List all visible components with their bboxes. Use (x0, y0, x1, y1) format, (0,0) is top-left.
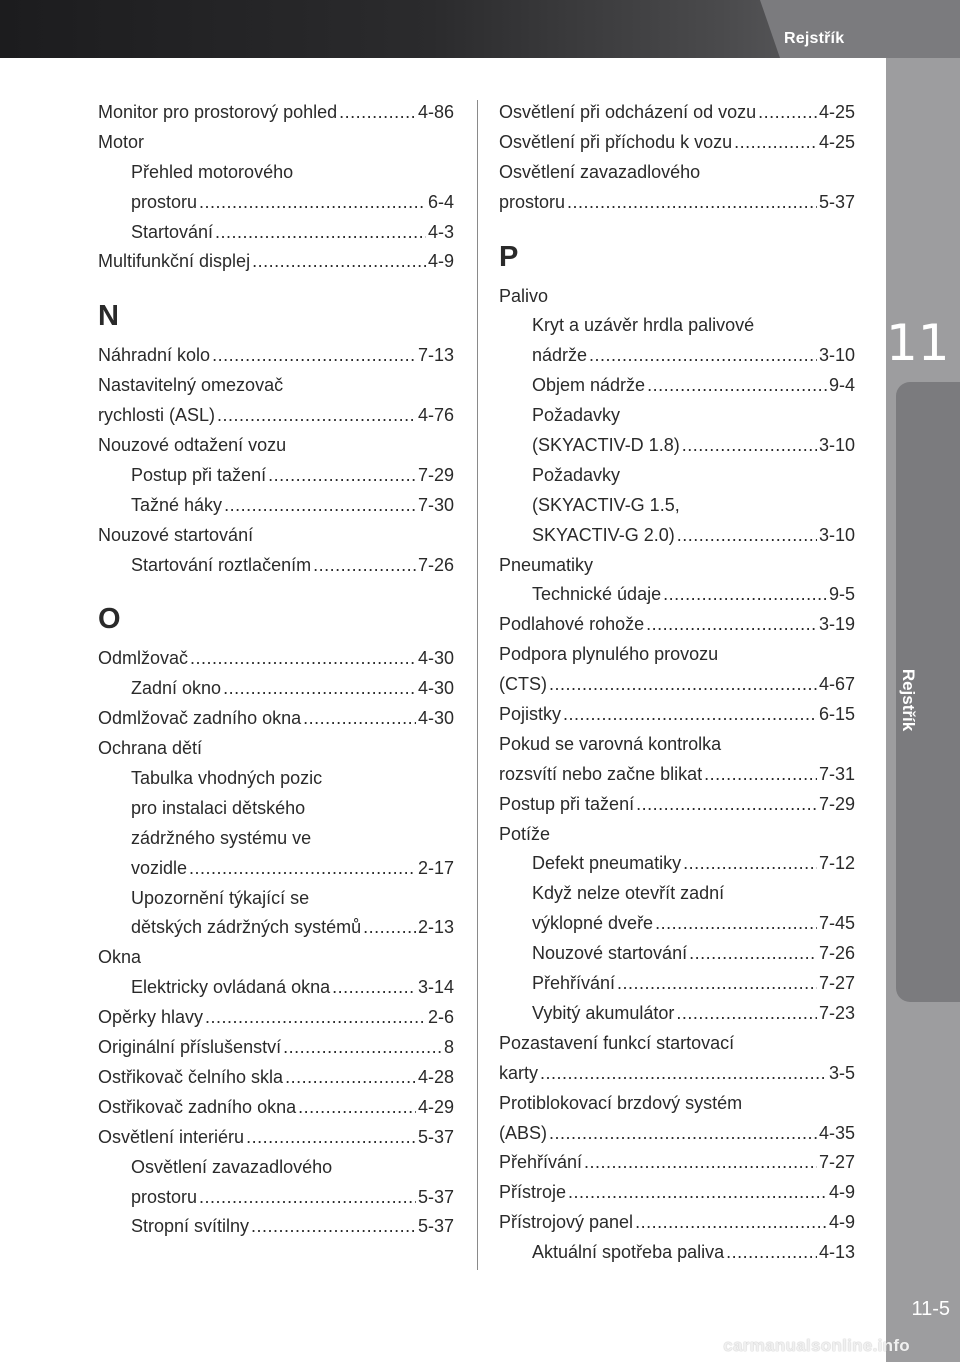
index-subentry (98, 674, 454, 704)
entry-text: Odmlžovač (98, 648, 189, 669)
dot-leader (584, 1148, 817, 1178)
entry-text: prostoru (131, 191, 198, 212)
entry-text: Přístroje (499, 1182, 567, 1203)
page-reference: 4-9 (828, 1182, 855, 1203)
index-subentry (98, 854, 454, 884)
entry-text: Přístrojový panel (499, 1212, 634, 1233)
entry-text: výklopné dveře (532, 913, 654, 934)
dot-leader (655, 909, 817, 939)
entry-text: prostoru (499, 191, 566, 212)
entry-text: zádržného systému ve (131, 827, 312, 848)
index-subentry (98, 491, 454, 521)
page-reference: 4-9 (828, 1212, 855, 1233)
index-subentry (98, 913, 454, 943)
index-entry (499, 700, 855, 730)
dot-leader (283, 1033, 442, 1063)
index-entry (98, 704, 454, 734)
entry-text: Pokud se varovná kontrolka (499, 733, 722, 754)
dot-leader (677, 521, 817, 551)
index-entry (499, 820, 855, 850)
entry-text: Náhradní kolo (98, 345, 211, 366)
index-letter-heading: N (98, 300, 119, 333)
entry-text: Postup při tažení (131, 464, 267, 485)
page-reference: 7-27 (818, 973, 855, 994)
page-reference: 4-30 (417, 708, 454, 729)
dot-leader (199, 188, 426, 218)
page-reference: 7-30 (417, 494, 454, 515)
page-reference: 9-4 (828, 375, 855, 396)
page-reference: 9-5 (828, 584, 855, 605)
entry-text: Ostřikovač čelního skla (98, 1066, 284, 1087)
entry-text: Objem nádrže (532, 375, 646, 396)
index-subentry (98, 158, 454, 188)
index-subentry (98, 188, 454, 218)
entry-text: Potíže (499, 823, 551, 844)
entry-text: Tabulka vhodných pozic (131, 768, 323, 789)
entry-text: Osvětlení zavazadlového (499, 161, 701, 182)
entry-text: Pneumatiky (499, 554, 594, 575)
index-entry (499, 551, 855, 581)
dot-leader (189, 854, 416, 884)
entry-text: Nastavitelný omezovač (98, 375, 284, 396)
index-entry (98, 1093, 454, 1123)
entry-text: Osvětlení zavazadlového (131, 1156, 333, 1177)
entry-text: Startování (131, 221, 214, 242)
page-number: 11-5 (911, 1298, 950, 1320)
index-entry (98, 1033, 454, 1063)
index-subentry (98, 461, 454, 491)
dot-leader (646, 610, 817, 640)
index-subentry (499, 939, 855, 969)
entry-text: Motor (98, 131, 145, 152)
entry-text: Požadavky (532, 464, 621, 485)
page-reference: 4-25 (818, 102, 855, 122)
index-subentry (499, 341, 855, 371)
entry-text: Zadní okno (131, 678, 222, 699)
dot-leader (617, 969, 817, 999)
page-reference: 6-4 (427, 191, 454, 212)
index-subentry (499, 491, 855, 521)
entry-text: Přehřívání (532, 973, 616, 994)
dot-leader (313, 551, 416, 581)
entry-text: Podpora plynulého provozu (499, 644, 719, 665)
entry-text: Osvětlení při odcházení od vozu (499, 102, 757, 122)
entry-text: Upozornění týkající se (131, 887, 310, 908)
page-reference: 7-13 (417, 345, 454, 366)
index-subentry (98, 1212, 454, 1242)
entry-text: Okna (98, 947, 142, 968)
index-subentry (499, 311, 855, 341)
page-reference: 7-27 (818, 1152, 855, 1173)
index-entry (499, 1059, 855, 1089)
page-reference: 4-67 (818, 674, 855, 695)
page-reference: 7-26 (818, 943, 855, 964)
index-subentry (499, 849, 855, 879)
page-reference: 6-15 (818, 704, 855, 725)
index-entry (499, 1089, 855, 1119)
entry-text: Multifunkční displej (98, 251, 251, 272)
index-column-right (499, 98, 855, 1268)
entry-text: Protiblokovací brzdový systém (499, 1092, 743, 1113)
page-reference: 7-12 (818, 853, 855, 874)
entry-text: Elektricky ovládaná okna (131, 977, 331, 998)
index-subentry (98, 794, 454, 824)
page-reference: 5-37 (417, 1186, 454, 1207)
dot-leader (223, 674, 416, 704)
index-entry (499, 640, 855, 670)
entry-text: Přehled motorového (131, 161, 294, 182)
dot-leader (199, 1183, 416, 1213)
index-entry (499, 670, 855, 700)
page-reference: 3-19 (818, 614, 855, 635)
page-reference: 3-10 (818, 435, 855, 456)
index-subentry (499, 401, 855, 431)
index-entry (499, 1029, 855, 1059)
index-entry (98, 128, 454, 158)
index-entry (98, 247, 454, 277)
entry-text: Vybitý akumulátor (532, 1002, 675, 1023)
index-entry (499, 1148, 855, 1178)
index-entry (98, 401, 454, 431)
dot-leader (563, 700, 817, 730)
entry-text: Podlahové rohože (499, 614, 645, 635)
entry-text: Osvětlení interiéru (98, 1126, 245, 1147)
dot-leader (246, 1123, 416, 1153)
entry-text: Tažné háky (131, 494, 223, 515)
entry-text: Nouzové startování (532, 943, 688, 964)
dot-leader (215, 218, 426, 248)
dot-leader (663, 580, 827, 610)
dot-leader (589, 341, 817, 371)
entry-text: nádrže (532, 345, 588, 366)
index-entry (98, 431, 454, 461)
dot-leader (549, 670, 817, 700)
entry-text: prostoru (131, 1186, 198, 1207)
index-entry (499, 790, 855, 820)
dot-leader (758, 98, 817, 128)
page-reference: 7-29 (818, 793, 855, 814)
index-entry (499, 158, 855, 188)
entry-text: Stropní svítilny (131, 1216, 250, 1237)
entry-text: Postup při tažení (499, 793, 635, 814)
page-reference: 2-6 (427, 1007, 454, 1028)
dot-leader (689, 939, 817, 969)
index-subentry (98, 218, 454, 248)
entry-text: dětských zádržných systémů (131, 917, 362, 938)
page-reference: 3-10 (818, 345, 855, 366)
dot-leader (647, 371, 827, 401)
page-reference: 4-30 (417, 678, 454, 699)
index-subentry (499, 580, 855, 610)
entry-text: pro instalaci dětského (131, 797, 306, 818)
index-subentry (98, 824, 454, 854)
index-entry (499, 760, 855, 790)
watermark: carmanualsonline.info (723, 1336, 910, 1355)
entry-text: Monitor pro prostorový pohled (98, 102, 338, 122)
dot-leader (704, 760, 817, 790)
index-subentry (98, 764, 454, 794)
page-reference: 4-30 (417, 648, 454, 669)
dot-leader (636, 790, 817, 820)
index-subentry (98, 1153, 454, 1183)
entry-text: vozidle (131, 857, 188, 878)
page-reference: 2-17 (417, 857, 454, 878)
dot-leader (734, 128, 817, 158)
page-reference: 4-28 (417, 1066, 454, 1087)
index-subentry (98, 1183, 454, 1213)
index-entry (98, 521, 454, 551)
index-entry (98, 644, 454, 674)
entry-text: Požadavky (532, 405, 621, 426)
dot-leader (363, 913, 416, 943)
dot-leader (303, 704, 416, 734)
dot-leader (224, 491, 416, 521)
page-reference: 5-37 (417, 1216, 454, 1237)
entry-text: Kryt a uzávěr hrdla palivové (532, 315, 755, 336)
dot-leader (332, 973, 416, 1003)
index-entry (98, 1063, 454, 1093)
index-letter-heading: P (499, 240, 519, 273)
page-reference: 4-13 (818, 1242, 855, 1263)
index-entry (499, 98, 855, 128)
page-reference: 7-29 (417, 464, 454, 485)
index-subentry (499, 909, 855, 939)
index-entry (98, 1123, 454, 1153)
entry-text: Nouzové startování (98, 524, 254, 545)
index-entry (499, 282, 855, 312)
index-entry (499, 730, 855, 760)
entry-text: Aktuální spotřeba paliva (532, 1242, 725, 1263)
entry-text: Palivo (499, 285, 549, 306)
page-reference: 4-25 (818, 131, 855, 152)
page-reference: 4-76 (417, 405, 454, 426)
entry-text: Startování roztlačením (131, 554, 312, 575)
page-reference: 4-9 (427, 251, 454, 272)
page-reference: 7-31 (818, 763, 855, 784)
entry-text: Odmlžovač zadního okna (98, 708, 302, 729)
index-subentry (499, 999, 855, 1029)
dot-leader (549, 1119, 817, 1149)
index-letter-heading: O (98, 603, 121, 636)
dot-leader (298, 1093, 416, 1123)
page-reference: 4-3 (427, 221, 454, 242)
dot-leader (285, 1063, 416, 1093)
index-subentry (98, 551, 454, 581)
index-entry (499, 610, 855, 640)
index-entry (499, 1178, 855, 1208)
index-entry (98, 943, 454, 973)
index-subentry (499, 879, 855, 909)
index-subentry (499, 371, 855, 401)
index-subentry (499, 1238, 855, 1268)
index-entry (499, 1119, 855, 1149)
index-entry (98, 1003, 454, 1033)
entry-text: Nouzové odtažení vozu (98, 435, 287, 456)
entry-text: karty (499, 1062, 539, 1083)
page-reference: 2-13 (417, 917, 454, 938)
index-subentry (499, 969, 855, 999)
index-column-left (98, 98, 454, 1242)
page-reference: 4-86 (417, 102, 454, 122)
dot-leader (268, 461, 416, 491)
page-reference: 7-23 (818, 1002, 855, 1023)
entry-text: Osvětlení při příchodu k vozu (499, 131, 733, 152)
index-entry (499, 188, 855, 218)
page-reference: 7-26 (417, 554, 454, 575)
dot-leader (540, 1059, 827, 1089)
page-reference: 5-37 (818, 191, 855, 212)
index-subentry (499, 431, 855, 461)
index-subentry (499, 521, 855, 551)
entry-text: (SKYACTIV-G 1.5, (532, 494, 680, 515)
dot-leader (217, 401, 416, 431)
chapter-number: 11 (886, 314, 950, 372)
entry-text: Pozastavení funkcí startovací (499, 1032, 735, 1053)
dot-leader (205, 1003, 426, 1033)
entry-text: Ostřikovač zadního okna (98, 1096, 297, 1117)
header-title: Rejstřík (784, 30, 845, 47)
page-reference: 3-5 (828, 1062, 855, 1083)
dot-leader (339, 98, 416, 128)
entry-text: Opěrky hlavy (98, 1007, 204, 1028)
dot-leader (635, 1208, 827, 1238)
entry-text: (ABS) (499, 1122, 548, 1143)
page-reference: 3-10 (818, 524, 855, 545)
entry-text: (SKYACTIV-D 1.8) (532, 435, 680, 456)
sidebar-label: Rejstřík (899, 668, 918, 732)
index-subentry (98, 884, 454, 914)
index-entry (499, 1208, 855, 1238)
entry-text: Přehřívání (499, 1152, 583, 1173)
page-reference: 4-35 (818, 1122, 855, 1143)
entry-text: Technické údaje (532, 584, 662, 605)
dot-leader (251, 1212, 416, 1242)
dot-leader (568, 1178, 827, 1208)
index-entry (98, 98, 454, 128)
page-reference: 5-37 (417, 1126, 454, 1147)
entry-text: Ochrana dětí (98, 738, 203, 759)
dot-leader (676, 999, 817, 1029)
index-entry (499, 128, 855, 158)
entry-text: (CTS) (499, 674, 547, 695)
index-entry (98, 734, 454, 764)
dot-leader (190, 644, 416, 674)
dot-leader (726, 1238, 817, 1268)
page-reference: 7-45 (818, 913, 855, 934)
entry-text: rychlosti (ASL) (98, 405, 216, 426)
page-reference: 4-29 (417, 1096, 454, 1117)
column-divider (477, 100, 478, 1270)
dot-leader (212, 341, 416, 371)
dot-leader (252, 247, 426, 277)
entry-text: Defekt pneumatiky (532, 853, 682, 874)
header-tab (760, 0, 960, 58)
index-entry (98, 341, 454, 371)
index-subentry (98, 973, 454, 1003)
dot-leader (567, 188, 817, 218)
dot-leader (683, 849, 817, 879)
dot-leader (682, 431, 817, 461)
page-reference: 3-14 (417, 977, 454, 998)
index-entry (98, 371, 454, 401)
entry-text: SKYACTIV-G 2.0) (532, 524, 675, 545)
page-reference: 8 (443, 1037, 454, 1058)
entry-text: Když nelze otevřít zadní (532, 883, 725, 904)
entry-text: Pojistky (499, 704, 562, 725)
entry-text: Originální příslušenství (98, 1037, 282, 1058)
entry-text: rozsvítí nebo začne blikat (499, 763, 703, 784)
index-subentry (499, 461, 855, 491)
